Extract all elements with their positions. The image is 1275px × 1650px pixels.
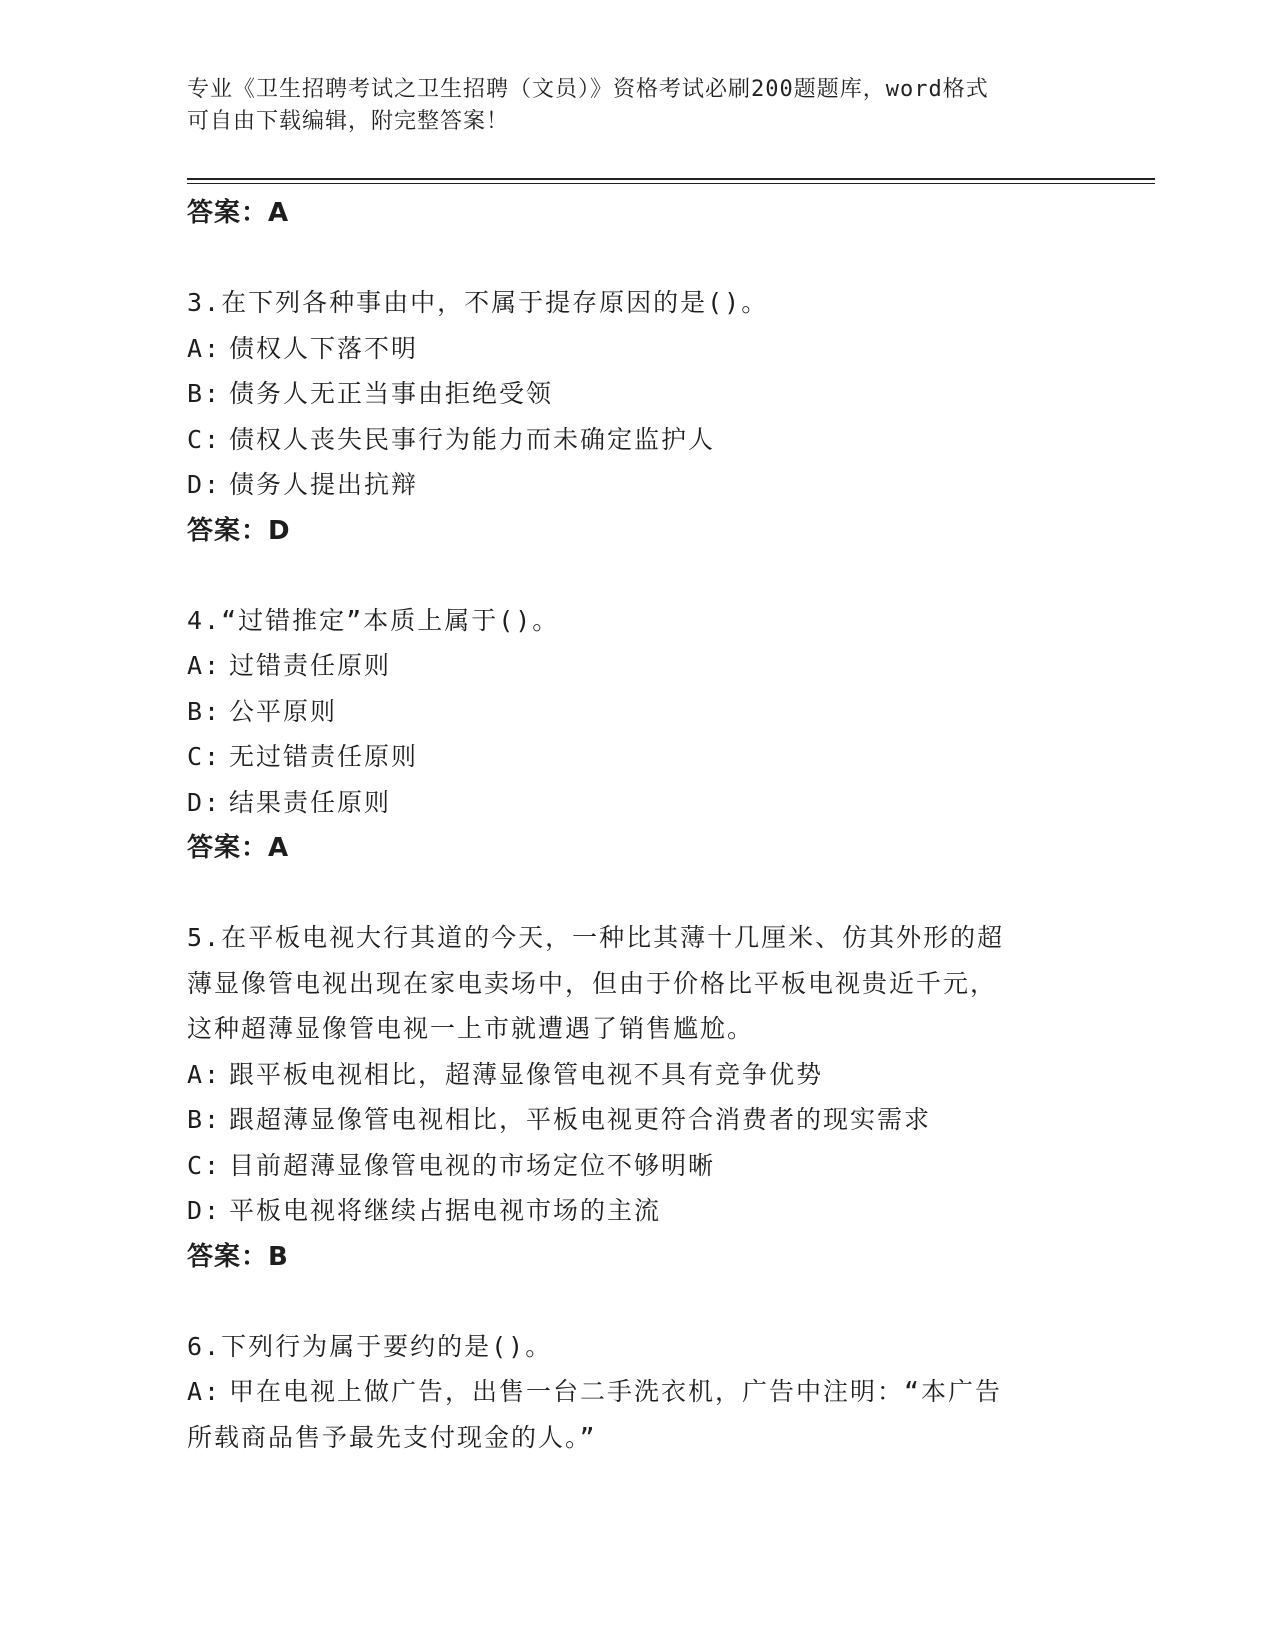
spacer	[187, 1280, 1147, 1324]
spacer	[187, 871, 1147, 915]
answer-line: 答案：A	[187, 833, 290, 863]
document-header	[187, 74, 1087, 138]
option-c	[187, 417, 1147, 463]
option-text: 无过错责任原则	[229, 742, 419, 771]
option-text: 平板电视将继续占据电视市场的主流	[229, 1196, 662, 1225]
option-text: 结果责任原则	[229, 787, 392, 817]
option-a	[187, 1369, 1147, 1415]
question-content	[187, 190, 1147, 1460]
question-text: 4.“过错推定”本质上属于()。	[187, 605, 560, 635]
option-text: 跟平板电视相比，超薄显像管电视不具有竞争优势	[229, 1059, 824, 1089]
spacer	[187, 236, 1147, 280]
option-letter: B:	[187, 379, 222, 408]
option-a	[187, 326, 1147, 372]
option-text: 债务人提出抗辩	[229, 470, 419, 499]
answer-line: 答案：B	[187, 1241, 289, 1272]
option-d	[187, 462, 1147, 508]
option-letter: C:	[187, 1150, 222, 1180]
option-letter: B:	[187, 1105, 222, 1134]
option-b	[187, 371, 1147, 417]
option-letter: B:	[187, 696, 222, 726]
option-text: 公平原则	[229, 696, 338, 726]
option-a	[187, 643, 1147, 689]
option-letter: A:	[187, 1059, 222, 1089]
answer-line: 答案：A	[187, 198, 290, 228]
option-c	[187, 734, 1147, 780]
question-text: 薄显像管电视出现在家电卖场中，但由于价格比平板电视贵近千元，	[187, 968, 998, 998]
header-line-1: 专业《卫生招聘考试之卫生招聘（文员）》资格考试必刷200题题库，word格式	[187, 77, 989, 102]
option-text: 过错责任原则	[229, 651, 392, 680]
option-text: 跟超薄显像管电视相比，平板电视更符合消费者的现实需求	[229, 1105, 932, 1134]
question-block	[187, 1324, 1147, 1461]
option-text-continuation: 所载商品售予最先支付现金的人。”	[187, 1422, 597, 1452]
option-letter: D:	[187, 787, 222, 817]
question-block	[187, 598, 1147, 872]
header-line-2: 可自由下载编辑，附完整答案！	[187, 109, 510, 134]
option-text: 目前超薄显像管电视的市场定位不够明晰	[229, 1150, 716, 1180]
option-letter: A:	[187, 1377, 222, 1406]
option-b	[187, 1097, 1147, 1143]
option-letter: C:	[187, 742, 222, 771]
header-divider-thin	[187, 183, 1155, 184]
question-text: 3.在下列各种事由中，不属于提存原因的是()。	[187, 288, 769, 317]
option-text: 债权人下落不明	[229, 333, 419, 363]
answer-line: 答案：D	[187, 515, 291, 546]
option-b	[187, 689, 1147, 735]
option-d	[187, 780, 1147, 826]
question-text: 这种超薄显像管电视一上市就遭遇了销售尴尬。	[187, 1014, 755, 1043]
option-c	[187, 1143, 1147, 1189]
option-a	[187, 1052, 1147, 1098]
option-d	[187, 1188, 1147, 1234]
option-letter: A:	[187, 333, 222, 363]
option-text: 债权人丧失民事行为能力而未确定监护人	[229, 424, 716, 454]
option-letter: D:	[187, 1196, 222, 1225]
option-letter: C:	[187, 424, 222, 454]
option-letter: A:	[187, 651, 222, 680]
question-text: 6.下列行为属于要约的是()。	[187, 1331, 553, 1361]
option-text: 甲在电视上做广告，出售一台二手洗衣机，广告中注明：“本广告	[229, 1377, 1003, 1406]
spacer	[187, 554, 1147, 598]
question-text: 5.在平板电视大行其道的今天，一种比其薄十几厘米、仿其外形的超	[187, 923, 1005, 952]
option-text: 债务人无正当事由拒绝受领	[229, 379, 554, 408]
question-block	[187, 280, 1147, 554]
header-divider-thick	[187, 178, 1155, 180]
question-block	[187, 915, 1147, 1280]
option-letter: D:	[187, 470, 222, 499]
